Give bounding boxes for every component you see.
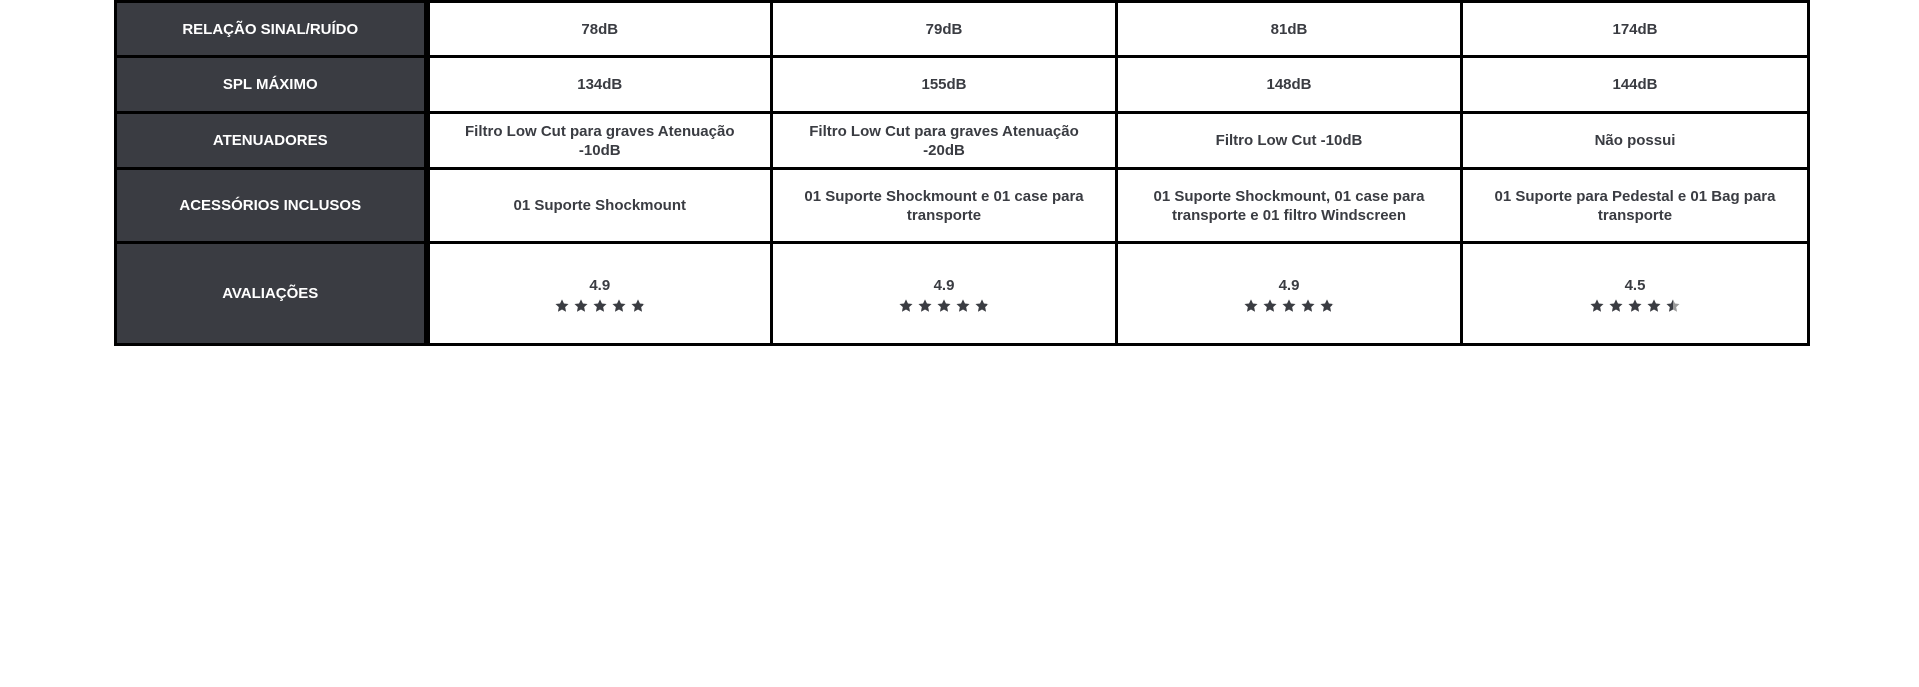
table-row-max-spl: [116, 57, 1809, 113]
star-icon: [898, 298, 914, 314]
star-icon: [936, 298, 952, 314]
star-icon: [1243, 298, 1259, 314]
table-cell: 174dB: [1462, 2, 1809, 57]
table-cell: Filtro Low Cut -10dB: [1117, 113, 1462, 169]
rating-value: 4.9: [1278, 277, 1300, 294]
star-icon: [1319, 298, 1335, 314]
table-cell: 79dB: [772, 2, 1117, 57]
star-icon: [1589, 298, 1605, 314]
row-label-max-spl: SPL MÁXIMO: [116, 57, 427, 113]
star-icon: [573, 298, 589, 314]
table-row-attenuators: [116, 113, 1809, 169]
table-cell: 81dB: [1117, 2, 1462, 57]
star-icon: [1665, 298, 1681, 314]
star-icon: [1300, 298, 1316, 314]
star-rating: [554, 298, 646, 314]
table-cell: Filtro Low Cut para graves Atenuação -20dB: [772, 113, 1117, 169]
star-icon: [1646, 298, 1662, 314]
row-label-accessories: ACESSÓRIOS INCLUSOS: [116, 169, 427, 243]
table-cell: 01 Suporte Shockmount e 01 case para transporte: [772, 169, 1117, 243]
table-row-accessories: [116, 169, 1809, 243]
star-icon: [1281, 298, 1297, 314]
star-icon: [630, 298, 646, 314]
table-cell: 01 Suporte para Pedestal e 01 Bag para transporte: [1462, 169, 1809, 243]
star-icon: [592, 298, 608, 314]
star-rating: [898, 298, 990, 314]
table-cell: 134dB: [427, 57, 772, 113]
row-label-attenuators: ATENUADORES: [116, 113, 427, 169]
table-cell: 155dB: [772, 57, 1117, 113]
star-rating: [1243, 298, 1335, 314]
rating-value: 4.9: [589, 277, 611, 294]
star-icon: [1262, 298, 1278, 314]
rating-cell: [772, 243, 1117, 345]
rating-cell: [1462, 243, 1809, 345]
table-cell: 148dB: [1117, 57, 1462, 113]
rating-cell: [427, 243, 772, 345]
rating-value: 4.9: [933, 277, 955, 294]
table-row-ratings: [116, 243, 1809, 345]
star-icon: [554, 298, 570, 314]
star-icon: [974, 298, 990, 314]
star-icon: [611, 298, 627, 314]
rating-value: 4.5: [1624, 277, 1646, 294]
table-row-signal-noise-ratio: [116, 2, 1809, 57]
row-label-signal-noise-ratio: RELAÇÃO SINAL/RUÍDO: [116, 2, 427, 57]
star-icon: [917, 298, 933, 314]
comparison-table: [114, 0, 1810, 346]
rating-cell: [1117, 243, 1462, 345]
star-icon: [955, 298, 971, 314]
row-label-ratings: AVALIAÇÕES: [116, 243, 427, 345]
star-icon: [1608, 298, 1624, 314]
table-cell: Filtro Low Cut para graves Atenuação -10dB: [427, 113, 772, 169]
table-cell: 01 Suporte Shockmount: [427, 169, 772, 243]
table-cell: Não possui: [1462, 113, 1809, 169]
table-cell: 78dB: [427, 2, 772, 57]
star-icon: [1627, 298, 1643, 314]
table-cell: 144dB: [1462, 57, 1809, 113]
table-cell: 01 Suporte Shockmount, 01 case para transporte e 01 filtro Windscreen: [1117, 169, 1462, 243]
star-rating: [1589, 298, 1681, 314]
